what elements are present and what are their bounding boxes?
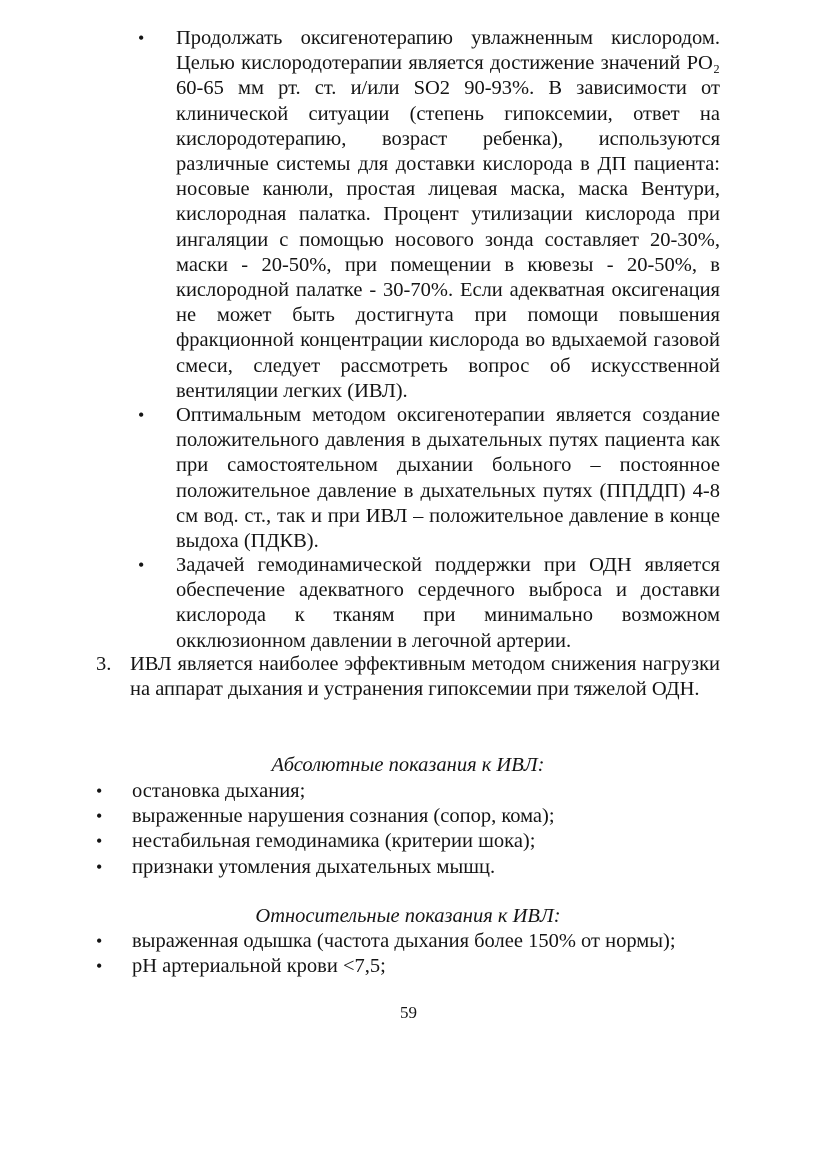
numbered-item-3 <box>96 652 720 702</box>
page-number: 59 <box>400 1003 417 1022</box>
list-item <box>96 804 720 829</box>
bullet-item-positive-pressure <box>138 403 720 554</box>
relative-indications-list <box>96 929 720 979</box>
bullet-text: Продолжать оксигенотерапию увлажненным кислородом. Целью кислородотерапии является достижение значений PO₂ 60-65 мм рт. ст. и/или SO2 90-93%. В зависимости от клинической ситуации (степень гипоксемии, ответ на кислородотерапию, возраст ребенка), используются различные системы для доставки кислорода в ДП пациента: носовые канюли, простая лицевая маска, маска Вентури, кислородная палатка. Процент утилизации кислорода при ингаляции с помощью носового зонда составляет 20-30%, маски - 20-50%, при помещении в кювезы - 20-50%, в кислородной палатке - 30-70%. Если адекватная оксигенация не может быть достигнута при помощи повышения фракционной концентрации кислорода во вдыхаемой газовой смеси, следует рассмотреть вопрос об искусственной вентиляции легких (ИВЛ). <box>176 27 720 402</box>
relative-indications-heading: Относительные показания к ИВЛ: <box>255 905 561 927</box>
list-item-text: признаки утомления дыхательных мышц. <box>132 855 496 878</box>
absolute-indications-list <box>96 779 720 880</box>
bullet-marker: • <box>96 831 103 852</box>
bullet-text: Задачей гемодинамической поддержки при ОДН является обеспечение адекватного сердечного выброса и доставки кислорода к тканям при минимально возможном окклюзионном давлении в легочной артерии. <box>176 554 720 652</box>
absolute-indications-heading: Абсолютные показания к ИВЛ: <box>271 754 545 776</box>
item-number: 3. <box>96 653 112 675</box>
list-item <box>96 929 720 954</box>
bullet-marker: • <box>96 806 103 827</box>
bullet-marker: • <box>96 956 103 977</box>
bullet-marker: • <box>96 781 103 801</box>
list-item-text: остановка дыхания; <box>132 780 306 802</box>
numbered-item-text: ИВЛ является наиболее эффективным методом снижения нагрузки на аппарат дыхания и устранения гипоксемии при тяжелой ОДН. <box>130 653 720 701</box>
list-item <box>96 855 720 880</box>
bullet-text: Оптимальным методом оксигенотерапии является создание положительного давления в дыхательных путях пациента как при самостоятельном дыхании больного – постоянное положительное давление в дыхательных путях (ППДДП) 4-8 см вод. ст., так и при ИВЛ – положительное давление в конце выдоха (ПДКВ). <box>176 404 720 553</box>
list-item <box>96 829 720 854</box>
bullet-marker: • <box>96 931 103 951</box>
bullet-marker: • <box>138 28 145 48</box>
list-item <box>96 954 720 979</box>
list-item-text: выраженные нарушения сознания (сопор, кома); <box>132 805 555 828</box>
bullet-item-oxygen-therapy <box>138 26 720 404</box>
list-item-text: выраженная одышка (частота дыхания более 150% от нормы); <box>132 930 676 952</box>
bullet-marker: • <box>138 555 145 575</box>
list-item-text: pH артериальной крови <7,5; <box>132 955 386 978</box>
bullet-item-hemodynamic-support <box>138 553 720 654</box>
list-item <box>96 779 720 804</box>
list-item-text: нестабильная гемодинамика (критерии шока); <box>132 830 536 853</box>
bullet-marker: • <box>138 405 145 425</box>
bullet-marker: • <box>96 856 103 877</box>
